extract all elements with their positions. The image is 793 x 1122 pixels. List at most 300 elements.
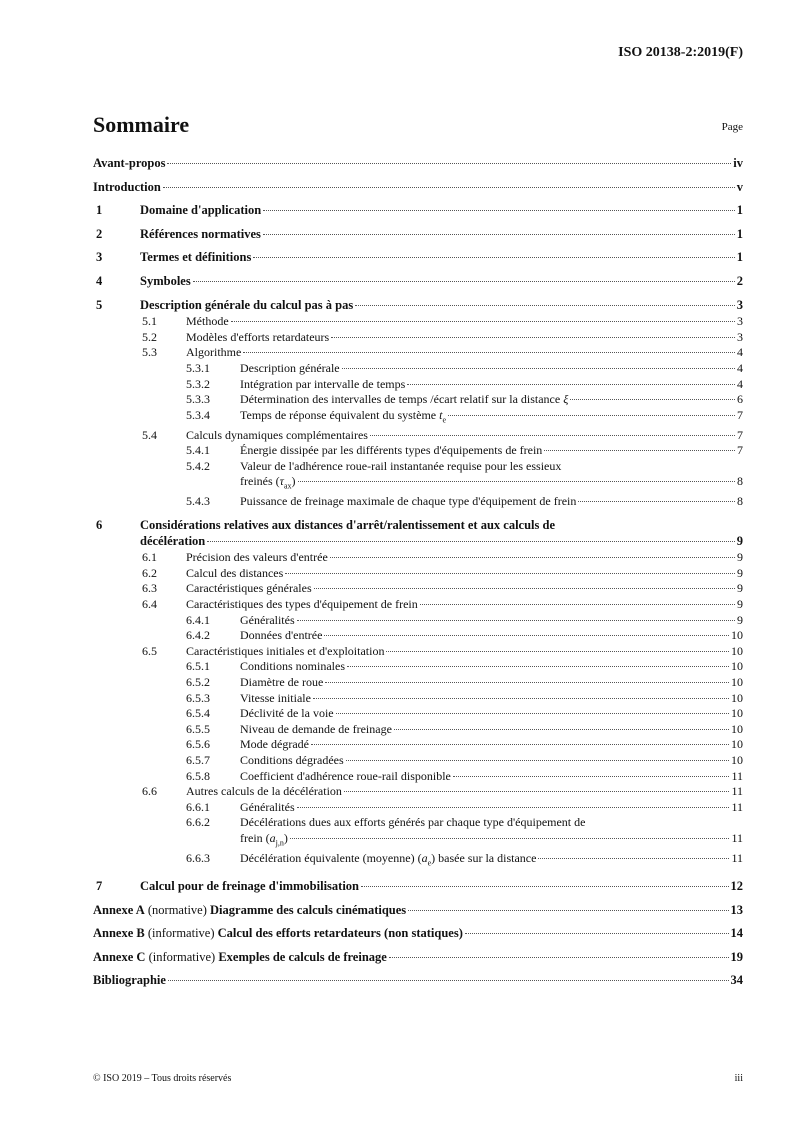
toc-entry-title[interactable]	[93, 180, 161, 196]
toc-entry-line	[240, 737, 743, 753]
toc-entry-body	[93, 644, 743, 660]
toc-entry[interactable]	[93, 459, 743, 495]
toc-entry-page[interactable]: 9	[737, 597, 743, 612]
toc-entry-number: 6.1	[142, 550, 157, 565]
toc-entry-page[interactable]: 9	[737, 581, 743, 596]
toc-entry-title[interactable]	[140, 534, 205, 550]
toc-entry[interactable]	[93, 628, 743, 644]
toc-entry-title[interactable]	[93, 973, 166, 989]
toc-entry-title[interactable]	[240, 753, 344, 769]
toc-entry-page[interactable]: 4	[737, 360, 743, 375]
toc-entry-title-text: Puissance de freinage maximale de chaque type d'équipement de frein	[240, 494, 577, 509]
toc-entry-line	[240, 659, 743, 675]
math-symbol	[269, 830, 284, 848]
toc-entry-body	[93, 227, 743, 243]
toc-entry-body	[93, 274, 743, 290]
toc-entry[interactable]	[93, 345, 743, 361]
toc-entry-page[interactable]: 13	[730, 902, 743, 917]
toc-entry-page[interactable]: 1	[736, 203, 743, 218]
toc-entry-number: 5.3.3	[186, 392, 210, 407]
math-symbol	[279, 474, 292, 491]
toc-entry-line	[240, 831, 743, 851]
dot-leader	[324, 635, 729, 636]
toc-entry-body	[93, 298, 743, 314]
toc-entry-line	[240, 628, 743, 644]
footer-page-number: iii	[734, 1073, 743, 1084]
toc-entry-title[interactable]	[186, 550, 328, 566]
toc-entry[interactable]	[93, 180, 743, 196]
toc-entry-line	[186, 314, 743, 330]
toc-entry-title[interactable]	[186, 784, 342, 800]
toc-entry-title[interactable]	[140, 203, 261, 219]
toc-entry-number: 1	[96, 203, 103, 218]
toc-entry-line	[240, 408, 743, 428]
toc-entry[interactable]	[93, 659, 743, 675]
toc-entry-title-text: frein (	[240, 830, 270, 845]
toc-entry[interactable]	[93, 644, 743, 660]
toc-entry-title-text: Énergie dissipée par les différents types d'équipements de frein	[240, 443, 543, 458]
toc-entry[interactable]	[93, 361, 743, 377]
toc-entry[interactable]	[93, 815, 743, 851]
toc-entry-number: 6.6	[142, 784, 157, 799]
dot-leader	[253, 257, 734, 258]
toc-entry-title[interactable]	[140, 227, 261, 243]
toc-entry-page[interactable]: 3	[737, 314, 743, 329]
toc-entry-page[interactable]: 10	[731, 643, 743, 658]
toc-entry-title[interactable]	[240, 691, 311, 707]
toc-entry-line	[240, 691, 743, 707]
toc-entry-line	[93, 180, 743, 196]
toc-entry-title[interactable]	[186, 330, 329, 346]
toc-entry-title[interactable]	[140, 298, 353, 314]
toc-entry-body	[93, 566, 743, 582]
toc-entry-title-suffix: )	[291, 474, 296, 489]
math-var: ξ	[563, 392, 569, 407]
toc-entry-body	[93, 330, 743, 346]
toc-entry-title[interactable]	[186, 644, 384, 660]
toc-entry-title[interactable]	[240, 851, 536, 871]
toc-entry-line	[186, 330, 743, 346]
dot-leader	[167, 163, 731, 164]
toc-entry[interactable]	[93, 737, 743, 753]
toc-entry-title[interactable]	[240, 392, 568, 408]
toc-entry-page[interactable]: 2	[736, 273, 743, 288]
toc-entry-title[interactable]	[240, 769, 451, 785]
toc-entry-title-text: Coefficient d'adhérence roue-rail disponible	[240, 768, 451, 783]
toc-entry-page[interactable]: 14	[730, 926, 743, 941]
toc-entry-title[interactable]	[240, 408, 446, 428]
toc-entry-title[interactable]	[240, 831, 288, 851]
toc-entry[interactable]	[93, 879, 743, 895]
toc-entry[interactable]	[93, 392, 743, 408]
toc-entry-page[interactable]: 1	[736, 250, 743, 265]
toc-entry-title[interactable]	[140, 250, 251, 266]
dot-leader	[342, 368, 735, 369]
math-symbol	[563, 392, 568, 406]
toc-entry-title-text: Termes et définitions	[140, 250, 252, 265]
toc-entry-page[interactable]: 10	[731, 659, 743, 674]
toc-entry-body	[93, 428, 743, 444]
toc-entry-title[interactable]	[186, 566, 283, 582]
toc-entry[interactable]	[93, 903, 743, 919]
toc-entry-page[interactable]: 11	[731, 768, 743, 783]
dot-leader	[193, 281, 735, 282]
page-title: Sommaire	[93, 112, 190, 137]
toc-entry-body	[93, 879, 743, 895]
dot-leader	[163, 187, 735, 188]
dot-leader	[346, 760, 729, 761]
toc-entry-body	[93, 314, 743, 330]
math-subscript: e	[427, 858, 432, 868]
dot-leader	[420, 604, 735, 605]
toc-entry[interactable]	[93, 443, 743, 459]
toc-entry-title[interactable]	[240, 675, 323, 691]
toc-entry[interactable]	[93, 298, 743, 314]
toc-entry-title-suffix: ) basée sur la distance	[431, 850, 537, 865]
toc-entry[interactable]	[93, 314, 743, 330]
dot-leader	[330, 557, 735, 558]
toc-entry-title-text: décélération	[140, 533, 206, 548]
toc-entry-page[interactable]: 1	[736, 226, 743, 241]
toc-entry-title-text: Autres calculs de la décélération	[186, 784, 342, 799]
toc-entry-number: 5.4	[142, 427, 157, 442]
document-id: ISO 20138-2:2019(F)	[618, 45, 743, 60]
toc-entry-line	[93, 926, 743, 942]
toc-entry[interactable]	[93, 203, 743, 219]
toc-entry-page[interactable]: 10	[731, 706, 743, 721]
dot-leader	[538, 858, 729, 859]
toc-entry-number: 6.4.2	[186, 628, 210, 643]
toc-entry-title-text: Symboles	[140, 273, 191, 288]
toc-entry-title-suffix: )	[283, 830, 288, 845]
toc-entry[interactable]	[93, 250, 743, 266]
toc-entry-line	[240, 753, 743, 769]
dot-leader	[290, 838, 730, 839]
toc-entry-title-text: Calcul des efforts retardateurs (non statiques)	[217, 926, 463, 941]
toc-entry-number: 5.1	[142, 314, 157, 329]
toc-entry-number: 5.2	[142, 329, 157, 344]
toc-entry-line	[186, 345, 743, 361]
toc-entry-body	[93, 156, 743, 172]
toc-entry[interactable]	[93, 926, 743, 942]
toc-entry-title-text: Données d'entrée	[240, 628, 323, 643]
math-symbol	[421, 850, 432, 868]
toc-entry-title[interactable]	[93, 926, 463, 942]
toc-entry-line	[186, 566, 743, 582]
toc-entry-title-text: Bibliographie	[93, 973, 166, 988]
toc-entry-line	[240, 474, 743, 494]
toc-entry-number: 5.3.1	[186, 360, 210, 375]
dot-leader	[285, 573, 735, 574]
toc-entry-title[interactable]	[93, 950, 387, 966]
toc-entry-number: 5.4.1	[186, 443, 210, 458]
toc-entry-number: 6.5.7	[186, 752, 210, 767]
toc-entry[interactable]	[93, 597, 743, 613]
toc-entry-page[interactable]: 10	[731, 752, 743, 767]
dot-leader	[347, 666, 729, 667]
toc-entry-line	[140, 274, 743, 290]
dot-leader	[570, 399, 735, 400]
toc-entry[interactable]	[93, 973, 743, 989]
toc-entry-page[interactable]: 9	[736, 533, 743, 548]
toc-entry-title[interactable]	[240, 443, 542, 459]
toc-entry-title-text: Conditions dégradées	[240, 752, 344, 767]
toc-entry-page[interactable]: 4	[737, 345, 743, 360]
dot-leader	[331, 337, 735, 338]
toc-entry-number: 6.5.3	[186, 690, 210, 705]
dot-leader	[394, 729, 729, 730]
toc-entry-page[interactable]: 4	[737, 376, 743, 391]
toc-entry[interactable]	[93, 769, 743, 785]
toc-entry-title-text: Généralités	[240, 799, 295, 814]
math-subscript: ax	[283, 481, 292, 491]
toc-entry-title-text: Méthode	[186, 314, 229, 329]
toc-entry-title-text: Exemples de calculs de freinage	[218, 949, 387, 964]
toc-entry-title-text: Caractéristiques des types d'équipement de frein	[186, 597, 418, 612]
toc-entry-number: 6	[96, 518, 103, 533]
toc-entry[interactable]	[93, 581, 743, 597]
annex-type: (informative)	[144, 926, 218, 941]
math-var: a	[421, 850, 428, 865]
toc-entry-page[interactable]: 10	[731, 628, 743, 643]
dot-leader	[314, 588, 735, 589]
toc-entry-title-line: Considérations relatives aux distances d'arrêt/ralentissement et aux calculs de	[140, 518, 556, 533]
toc-entry-line	[240, 769, 743, 785]
toc-entry-title[interactable]	[186, 345, 241, 361]
toc-entry[interactable]	[93, 428, 743, 444]
toc-entry-title-text: freinés (	[240, 474, 280, 489]
toc-entry-number: 5.4.3	[186, 494, 210, 509]
toc-entry-title-text: Introduction	[93, 179, 161, 194]
math-var: τ	[279, 474, 284, 489]
math-var: a	[269, 830, 276, 845]
toc-entry-title[interactable]	[140, 879, 359, 895]
toc-entry-page[interactable]: 34	[730, 973, 743, 988]
toc-entry-page[interactable]: v	[736, 179, 743, 194]
footer-copyright: © ISO 2019 – Tous droits réservés	[93, 1073, 232, 1084]
dot-leader	[297, 620, 735, 621]
toc-entry-title-text: Calculs dynamiques complémentaires	[186, 427, 368, 442]
toc-entry[interactable]	[93, 550, 743, 566]
toc-entry-body	[93, 180, 743, 196]
toc-entry-line	[140, 879, 743, 895]
toc-entry-number: 6.5.5	[186, 721, 210, 736]
toc-entry-title-text: Algorithme	[186, 345, 242, 360]
toc-entry-page[interactable]: 11	[731, 850, 743, 865]
toc-entry-body	[93, 518, 743, 549]
toc-entry-number: 6.5.1	[186, 659, 210, 674]
toc-entry[interactable]	[93, 377, 743, 393]
toc-entry-title[interactable]	[240, 722, 392, 738]
toc-entry-title-text: Description générale	[240, 360, 340, 375]
toc-entry-line	[93, 950, 743, 966]
toc-entry-title[interactable]	[240, 494, 576, 510]
toc-entry-number: 6.5.8	[186, 768, 210, 783]
toc-entry-page[interactable]: 11	[731, 799, 743, 814]
toc-entry-body	[93, 926, 743, 942]
toc-entry-title[interactable]	[240, 659, 345, 675]
toc-entry-page[interactable]: iv	[733, 156, 743, 170]
dot-leader	[448, 415, 735, 416]
toc-entry-page[interactable]: 19	[730, 949, 743, 964]
dot-leader	[453, 776, 730, 777]
toc-entry-page[interactable]: 10	[731, 737, 743, 752]
toc-entry-number: 6.2	[142, 565, 157, 580]
dot-leader	[344, 791, 730, 792]
toc-entry-number: 5.4.2	[186, 458, 210, 473]
dot-leader	[407, 384, 735, 385]
toc-entry-line	[140, 227, 743, 243]
toc-entry-line	[240, 675, 743, 691]
annex-type: (informative)	[145, 949, 219, 964]
dot-leader	[297, 807, 730, 808]
toc-entry[interactable]	[93, 613, 743, 629]
toc-entry-page[interactable]: 7	[737, 407, 743, 422]
toc-entry-number: 6.5	[142, 643, 157, 658]
toc-entry-title[interactable]	[240, 737, 309, 753]
toc-entry-body	[93, 973, 743, 989]
toc-entry-line	[240, 722, 743, 738]
toc-entry-title-text: Domaine d'application	[140, 203, 262, 218]
toc-entry-title[interactable]	[186, 314, 229, 330]
toc-entry-body	[93, 203, 743, 219]
toc-entry-number: 2	[96, 226, 103, 241]
toc-entry-title-text: Généralités	[240, 612, 295, 627]
toc-entry-page[interactable]: 10	[731, 675, 743, 689]
toc-entry[interactable]	[93, 408, 743, 428]
toc-entry[interactable]	[93, 722, 743, 738]
dot-leader	[325, 682, 729, 683]
dot-leader	[578, 501, 735, 502]
toc-entry-title[interactable]	[240, 628, 322, 644]
toc-entry[interactable]	[93, 330, 743, 346]
toc-entry-title[interactable]	[240, 377, 405, 393]
page-column-label: Page	[721, 121, 743, 133]
toc-entry-title-text: Précision des valeurs d'entrée	[186, 550, 328, 565]
toc-entry-title[interactable]	[93, 903, 406, 919]
toc-entry-number: 7	[96, 878, 103, 893]
toc-entry[interactable]	[93, 518, 743, 549]
toc-entry-page[interactable]: 3	[736, 297, 743, 312]
toc-entry[interactable]	[93, 800, 743, 816]
toc-entry-number: 6.6.2	[186, 815, 210, 830]
toc-entry-body	[93, 345, 743, 361]
toc-entry-title-text: Caractéristiques générales	[186, 581, 312, 596]
toc-entry-number: 6.3	[142, 581, 157, 596]
dot-leader	[263, 234, 735, 235]
toc-entry-title[interactable]	[240, 706, 334, 722]
dot-leader	[408, 910, 728, 911]
toc-entry-page[interactable]: 11	[731, 830, 743, 845]
toc-entry[interactable]	[93, 227, 743, 243]
toc-entry-line	[186, 644, 743, 660]
toc-entry[interactable]	[93, 691, 743, 707]
toc-entry-page[interactable]: 9	[737, 612, 743, 627]
toc-entry-title[interactable]	[186, 581, 312, 597]
annex-type: (normative)	[144, 902, 211, 917]
toc-entry-page[interactable]: 3	[737, 329, 743, 344]
toc-entry-line	[240, 851, 743, 871]
toc-entry-title-text: Calcul des distances	[186, 565, 284, 580]
toc-entry-page[interactable]: 7	[737, 427, 743, 442]
toc-entry-line	[240, 800, 743, 816]
toc-entry-line	[140, 250, 743, 266]
toc-entry-title[interactable]	[186, 597, 418, 613]
toc-entry-page[interactable]: 8	[737, 494, 743, 509]
toc-entry-page[interactable]: 8	[737, 474, 743, 489]
toc-entry-line	[240, 494, 743, 510]
toc-entry-body	[93, 784, 743, 800]
toc-entry-title[interactable]	[240, 361, 340, 377]
toc-entry[interactable]	[93, 784, 743, 800]
toc-entry[interactable]	[93, 851, 743, 871]
toc-entry-line	[140, 203, 743, 219]
toc-entry-title[interactable]	[186, 428, 368, 444]
dot-leader	[361, 886, 728, 887]
toc-entry-title-text: Avant-propos	[93, 156, 166, 170]
toc-entry-page[interactable]: 9	[737, 550, 743, 565]
annex-label: Annexe C	[93, 949, 146, 964]
toc-entry-line	[93, 156, 743, 172]
toc-entry-page[interactable]: 10	[731, 721, 743, 736]
toc-entry-title[interactable]	[240, 474, 296, 494]
toc-entry[interactable]	[93, 494, 743, 510]
toc-entry-title-text: Modèles d'efforts retardateurs	[186, 329, 330, 344]
toc-entry-line	[240, 377, 743, 393]
toc-entry[interactable]	[93, 274, 743, 290]
toc-entry[interactable]	[93, 675, 743, 691]
toc-entry-title-text: Vitesse initiale	[240, 690, 311, 705]
toc-entry-number: 5.3	[142, 345, 157, 360]
dot-leader	[389, 957, 729, 958]
toc-entry-number: 5.3.2	[186, 376, 210, 391]
toc-entry[interactable]	[93, 566, 743, 582]
toc-entry-title-text: Mode dégradé	[240, 737, 309, 752]
toc-entry-number: 6.5.6	[186, 737, 210, 752]
table-of-contents	[93, 156, 743, 989]
toc-entry[interactable]	[93, 156, 743, 172]
toc-entry[interactable]	[93, 950, 743, 966]
toc-entry-page[interactable]: 6	[737, 392, 743, 407]
toc-entry[interactable]	[93, 753, 743, 769]
toc-entry-page[interactable]: 10	[731, 690, 743, 705]
toc-entry-number: 6.6.1	[186, 799, 210, 814]
toc-entry-page[interactable]: 7	[737, 443, 743, 458]
toc-entry-page[interactable]: 11	[731, 784, 743, 799]
math-subscript: e	[442, 415, 447, 425]
toc-entry-line	[186, 597, 743, 613]
toc-entry-title[interactable]	[240, 800, 295, 816]
toc-entry-number: 4	[96, 273, 103, 288]
toc-entry-title[interactable]	[140, 274, 191, 290]
toc-entry-number: 6.6.3	[186, 850, 210, 865]
dot-leader	[311, 744, 729, 745]
toc-entry-number: 3	[96, 250, 103, 265]
toc-entry-body	[93, 550, 743, 566]
toc-entry-line	[93, 973, 743, 989]
dot-leader	[544, 450, 735, 451]
toc-entry-body	[93, 250, 743, 266]
dot-leader	[313, 698, 729, 699]
toc-entry-title-text: Temps de réponse équivalent du système	[240, 407, 440, 422]
toc-entry-page[interactable]: 12	[730, 878, 743, 893]
toc-entry-title[interactable]	[93, 156, 165, 172]
math-symbol	[439, 407, 447, 425]
toc-entry-line	[186, 581, 743, 597]
toc-entry-title[interactable]	[240, 613, 295, 629]
toc-entry-page[interactable]: 9	[737, 565, 743, 580]
toc-entry[interactable]	[93, 706, 743, 722]
